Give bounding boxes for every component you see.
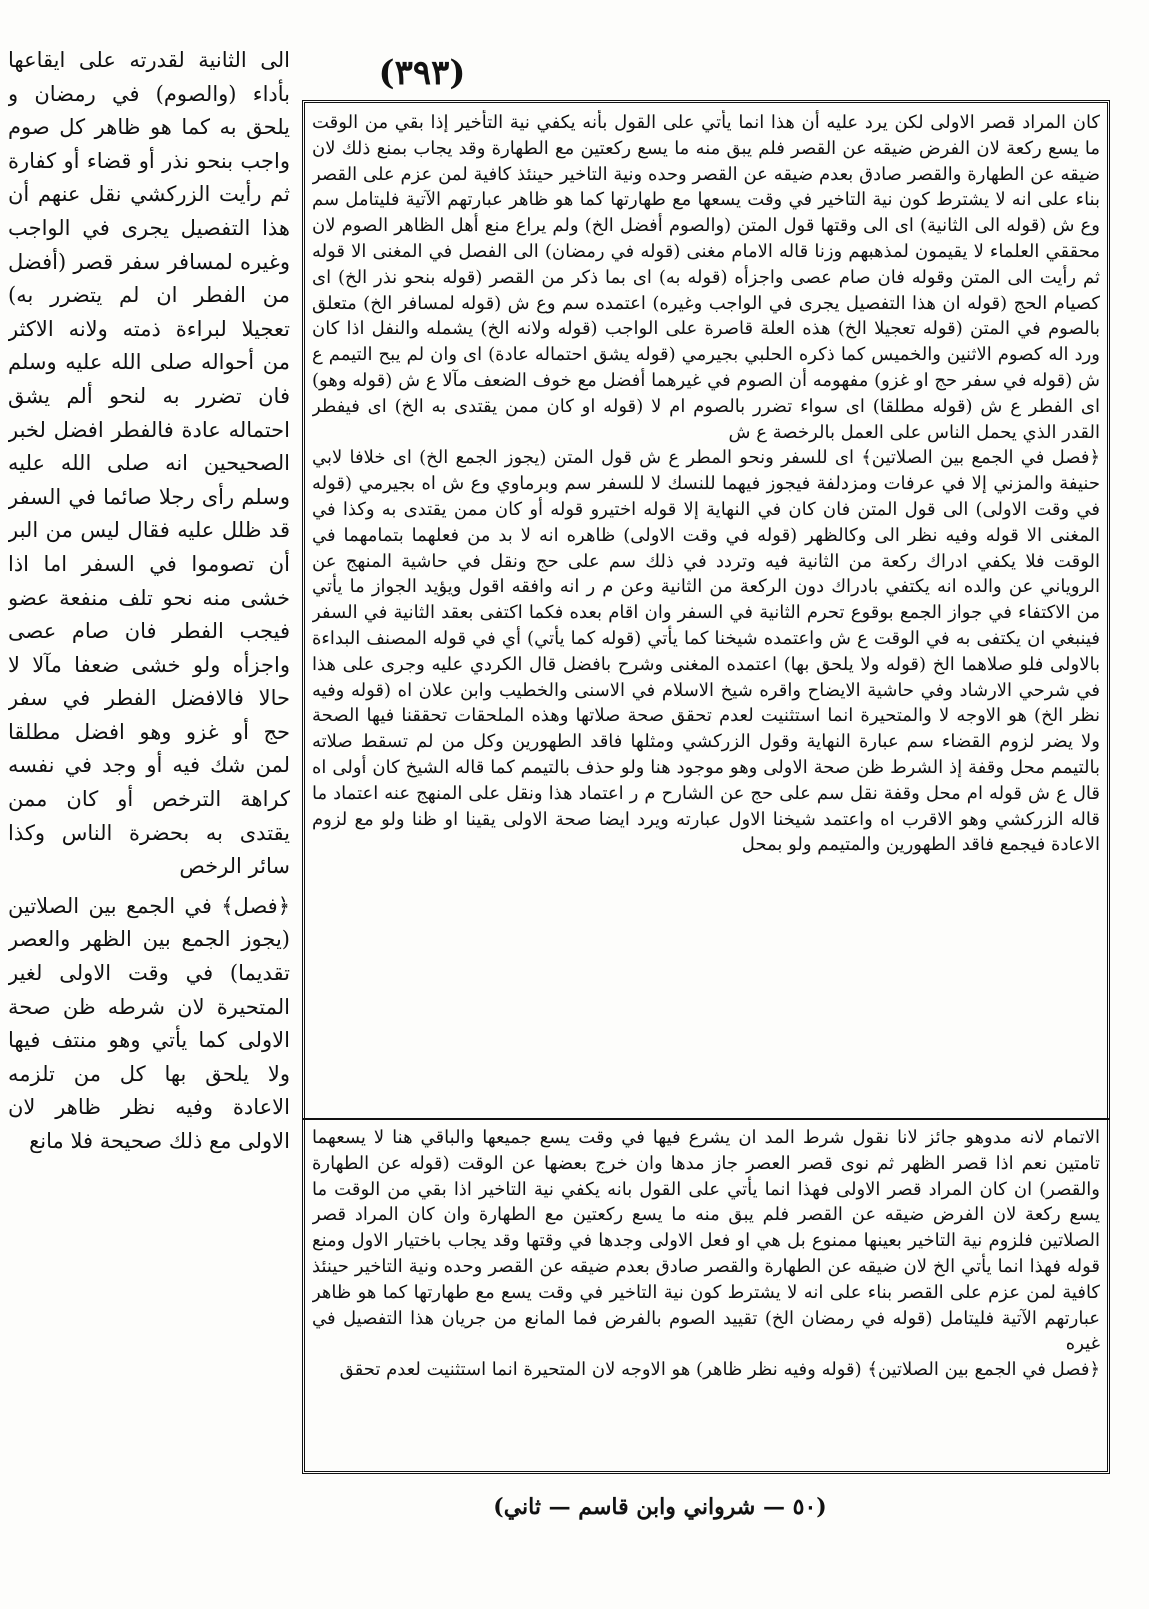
commentary-upper [312,110,1100,1115]
margin-main-text [8,44,290,1484]
commentary-paragraph: ﴿فصل في الجمع بين الصلاتين﴾ (قوله وفيه نظر ظاهر) هو الاوجه لان المتحيرة انما استثنيت لعدم تحقق [339,1359,1100,1381]
margin-paragraph: الى الثانية لقدرته على ايقاعها بأداء (والصوم) في رمضان و يلحق به كما هو ظاهر كل صوم واجب بنحو نذر أو قضاء أو كفارة ثم رأيت الزركشي نقل عنهم أن هذا التفصيل يجرى في الواجب وغيره لمسافر سفر قصر (أفضل من الفطر ان لم يتضرر به) تعجيلا لبراءة ذمته ولانه الاكثر من أحواله صلى الله عليه وسلم فان تضرر به لنحو ألم يشق احتماله عادة فالفطر افضل لخبر الصحيحين انه صلى الله عليه وسلم رأى رجلا صائما في السفر قد ظلل عليه فقال ليس من البر أن تصوموا في السفر اما اذا خشى منه نحو تلف منفعة عضو فيجب الفطر فان صام عصى واجزأه ولو خشى ضعفا مآلا لا حالا فالافضل الفطر في سفر حج أو غزو وهو افضل مطلقا لمن شك فيه أو وجد في نفسه كراهة الترخص أو كان ممن يقتدى به بحضرة الناس وكذا سائر الرخص [8,48,290,879]
page-footer: (٥٠ — شرواني وابن قاسم — ثاني) [493,1494,827,1520]
commentary-paragraph: الاتمام لانه مدوهو جائز لانا نقول شرط المد ان يشرع فيها في وقت يسع جميعها والباقي هنا لا يسعهما تامتين نعم اذا قصر الظهر ثم نوى قصر العصر جاز مدها وان خرج بعضها عن الوقت (قوله عن الطهارة والقصر) ان كان المراد قصر الاولى فهذا انما يأتي على القول بانه يكفي نية التاخير اذا بقي من الوقت ما يسع ركعة لان الفرض ضيقه عن القصر فلم يبق منه ما يسع ركعتين مع الطهارة وان كان المراد قصر الصلاتين فلزوم نية التاخير بعينها ممنوع بل هي او فعل الاولى وجدها في وقتها وقد يجاب باختيار الاول ومنع قوله فهذا انما يأتي الخ لان ضيقه عن الطهارة والقصر صادق بعدم ضيقه عن القصر وحده ونية التاخير حينئذ كافية لمن عزم على القصر بناء على انه لا يشترط كون نية التاخير في وقت يسع مع طهارتها كما هو ظاهر عبارتهم الآتية فليتامل (قوله في رمضان الخ) تقييد الصوم بالفرض فما المانع من جريان هذا التفصيل في غيره [312,1127,1100,1355]
commentary-lower [312,1125,1100,1465]
commentary-paragraph: ﴿فصل في الجمع بين الصلاتين﴾ اى للسفر ونحو المطر ع ش قول المتن (يجوز الجمع الخ) اى خلافا لابي حنيفة والمزني إلا في عرفات ومزدلفة فيجوز فيهما للنسك لا للسفر سم وبرماوي وع ش اه بجيرمي (قوله في وقت الاولى) الى قول المتن فان كان في النهاية إلا قوله اختيرو قوله أو كان ممن يقتدى به وكذا في المغنى الا قوله وفيه نظر الى وكالظهر (قوله في وقت الاولى) ظاهره انه لا بد من فعلهما بتمامهما في الوقت فلا يكفي ادراك ركعة من الثانية فيه وتردد في ذلك سم على حج ونقل في حاشية المنهج عن الروياني عن والده انه يكتفي بادراك دون الركعة من الثانية وعن م ر انه وافقه اقول ويؤيد الجواز ما يأتي من الاكتفاء في جواز الجمع بوقوع تحرم الثانية في السفر وان اقام بعده فكما اكتفى بعقد الثانية في السفر فينبغي ان يكتفى به في الوقت ع ش واعتمده شيخنا كما يأتي (قوله كما يأتي) أي في قوله المصنف البداءة بالاولى فلو صلاهما الخ (قوله ولا يلحق بها) اعتمده المغنى وشرح بافضل قال الكردي عليه وجرى على هذا في شرحي الارشاد وفي حاشية الايضاح واقره شيخ الاسلام في الاسنى والخطيب وابن علان اه (قوله وفيه نظر الخ) هو الاوجه لا والمتحيرة انما استثنيت لعدم تحقق صحة صلاتها وهذه الملحقات تحققنا فيها الصحة ولا يضر لزوم القضاء سم عبارة النهاية وقول الزركشي ومثلها فاقد الطهورين وكل من لم تسقط صلاته بالتيمم محل وقفة إذ الشرط ظن صحة الاولى وهو موجود هنا ولو حذف بالتيمم كما قاله الشيخ كان أولى اه قال ع ش قوله ام محل وقفة نقل سم على حج عن الشارح م ر اعتماد هذا ونقل على المنهج عنه اعتماد ما قاله الزركشي وهو الاقرب اه واعتمد شيخنا الاول عبارته ويرد ايضا صحة الاولى يقينا او ظنا ولو مع لزوم الاعادة فيجمع فاقد الطهورين والمتيمم ولو بمحل [312,447,1100,856]
margin-paragraph: ﴿فصل﴾ في الجمع بين الصلاتين (يجوز الجمع بين الظهر والعصر تقديما) في وقت الاولى لغير المتحيرة لان شرطه ظن صحة الاولى كما يأتي وهو منتف فيها ولا يلحق بها كل من تلزمه الاعادة وفيه نظر ظاهر لان الاولى مع ذلك صحيحة فلا مانع [8,893,290,1153]
commentary-paragraph: كان المراد قصر الاولى لكن يرد عليه أن هذا انما يأتي على القول بأنه يكفي نية التأخير إذا بقي من الوقت ما يسع ركعة لان الفرض ضيقه عن القصر فلم يبق منه ما يسع ركعتين مع الطهارة وقد يجاب بمنع ذلك لان ضيقه عن الطهارة والقصر صادق بعدم ضيقه عن القصر وحده ونية التاخير حينئذ كافية لمن عزم على القصر بناء على انه لا يشترط كون نية التاخير في وقت يسعها مع طهارتها كما هو ظاهر عبارتهم الآتية فليتامل سم وع ش (قوله الى الثانية) اى الى وقتها قول المتن (والصوم أفضل الخ) ولم يراع منع أهل الظاهر الصوم لان محققي العلماء لا يقيمون لمذهبهم وزنا قاله الامام مغنى (قوله في رمضان) الى الفصل في المغنى الا قوله ثم رأيت الى المتن وقوله فان صام عصى واجزأه (قوله به) اى بما ذكر من القصر (قوله بنحو نذر الخ) اى كصيام الحج (قوله ان هذا التفصيل يجرى في الواجب وغيره) اعتمده سم وع ش (قوله لمسافر الخ) متعلق بالصوم في المتن (قوله تعجيلا الخ) هذه العلة قاصرة على الواجب (قوله ولانه الخ) يشمله والنفل اذا كان ورد اله كصوم الاثنين والخميس كما ذكره الحلبي بجيرمي (قوله يشق احتماله عادة) اى وان لم يبح التيمم ع ش (قوله في سفر حج او غزو) مفهومه أن الصوم في غيرهما أفضل مع خوف الضعف مآلا ع ش (قوله وهو) اى الفطر ع ش (قوله مطلقا) اى سواء تضرر بالصوم ام لا (قوله او كان ممن يقتدى به الخ) اى فيفطر القدر الذي يحمل الناس على العمل بالرخصة ع ش [312,112,1100,443]
section-divider [302,1118,1110,1120]
page-number: (٣٩٣) [378,53,466,93]
